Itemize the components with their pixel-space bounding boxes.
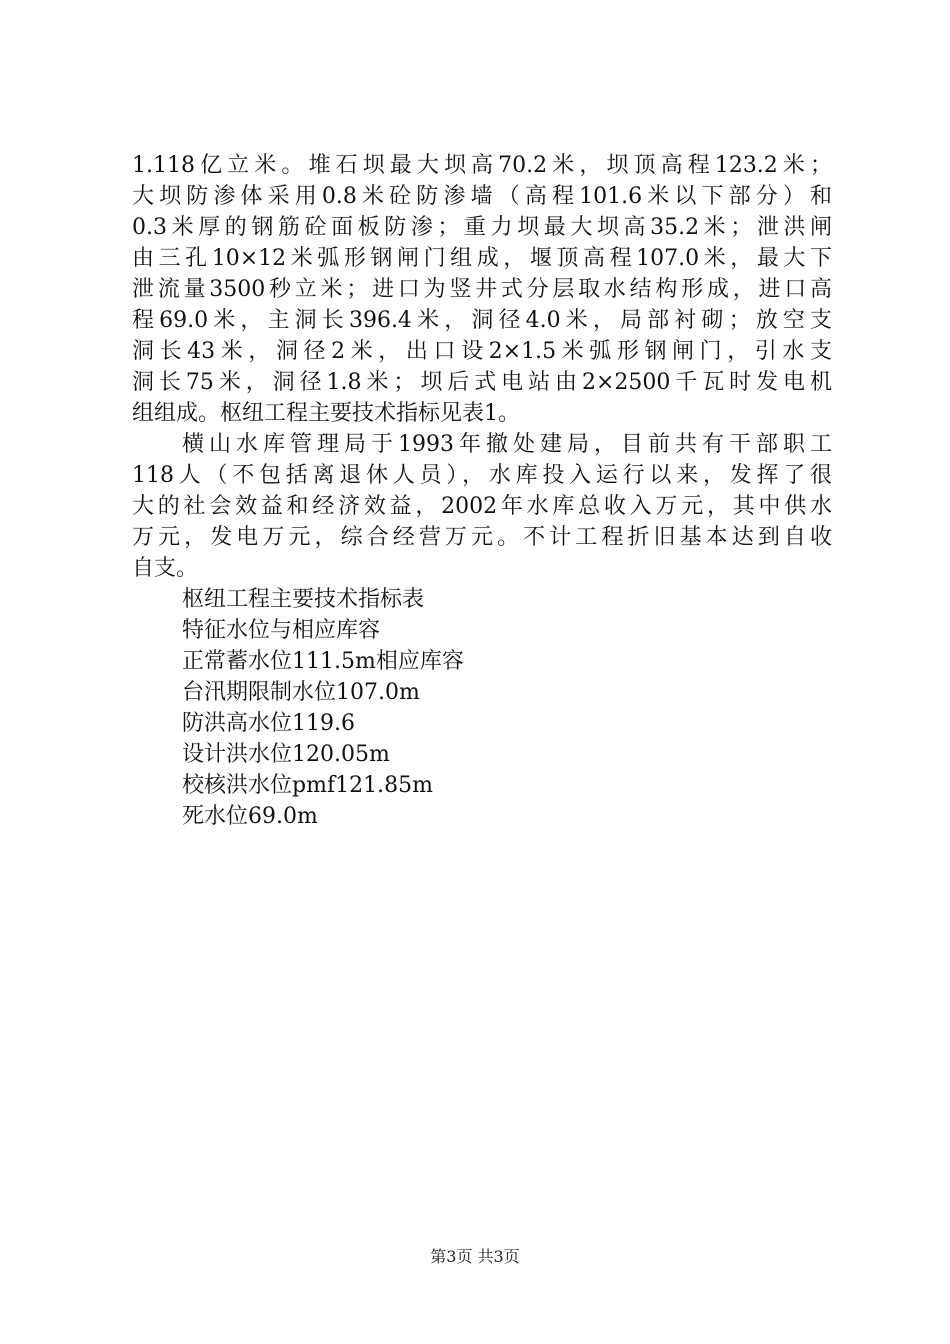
paragraph-line: 自支。 (132, 556, 199, 581)
paragraph-line: 大的社会效益和经济效益，2002年水库总收入万元，其中供水 (132, 494, 832, 519)
paragraph-line: 万元，发电万元，综合经营万元。不计工程折旧基本达到自收 (132, 525, 832, 550)
table-title: 枢纽工程主要技术指标表 (182, 587, 425, 612)
paragraph-line: 横山水库管理局于1993年撤处建局，目前共有干部职工 (182, 432, 832, 457)
page-footer: 第3页 共3页 (430, 1247, 520, 1266)
paragraph-line: 大坝防渗体采用0.8米砼防渗墙（高程101.6米以下部分）和 (132, 184, 832, 209)
table-line: 正常蓄水位111.5m相应库容 (182, 649, 464, 674)
table-line: 设计洪水位120.05m (182, 742, 390, 767)
paragraph-line: 泄流量3500秒立米；进口为竖井式分层取水结构形成，进口高 (132, 277, 832, 302)
table-line: 防洪高水位119.6 (182, 711, 355, 736)
paragraph-line: 1.118亿立米。堆石坝最大坝高70.2米，坝顶高程123.2米； (132, 153, 832, 178)
paragraph-line: 组组成。枢纽工程主要技术指标见表1。 (132, 401, 520, 426)
paragraph-line: 0.3米厚的钢筋砼面板防渗；重力坝最大坝高35.2米；泄洪闸 (132, 215, 832, 240)
table-line: 特征水位与相应库容 (182, 618, 381, 643)
document-body (132, 150, 832, 832)
paragraph-line: 118人（不包括离退休人员），水库投入运行以来，发挥了很 (132, 463, 832, 488)
paragraph-line: 由三孔10×12米弧形钢闸门组成，堰顶高程107.0米，最大下 (132, 246, 832, 271)
table-line: 校核洪水位pmf121.85m (182, 773, 433, 798)
table-line: 死水位69.0m (182, 804, 318, 829)
paragraph-line: 程69.0米，主洞长396.4米，洞径4.0米，局部衬砌；放空支 (132, 308, 832, 333)
table-line: 台汛期限制水位107.0m (182, 680, 420, 705)
paragraph-line: 洞长75米，洞径1.8米；坝后式电站由2×2500千瓦时发电机 (132, 370, 832, 395)
paragraph-line: 洞长43米，洞径2米，出口设2×1.5米弧形钢闸门，引水支 (132, 339, 832, 364)
